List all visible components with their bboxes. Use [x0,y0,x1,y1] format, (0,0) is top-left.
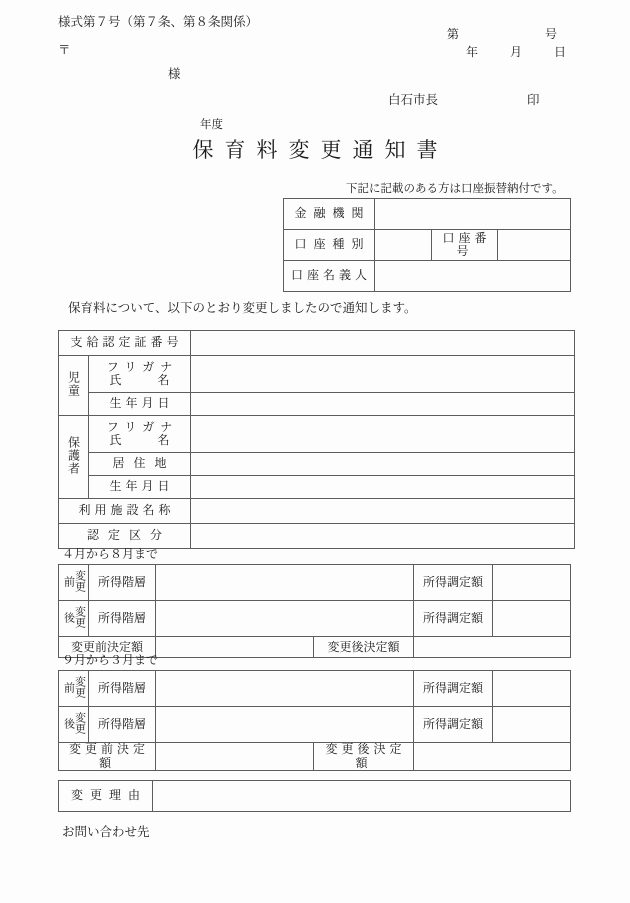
assessment-value-after[interactable] [493,601,571,637]
income-bracket-label-after: 所得階層 [89,707,156,743]
child-name-label: フリガナ 氏 名 [89,356,191,393]
income-bracket-value-after[interactable] [156,707,414,743]
fee-change-table-first [58,564,571,658]
table-row [59,707,571,743]
assessment-label-before: 所得調定額 [414,565,493,601]
addressee-honorific: 様 [168,67,181,81]
assessment-label-before: 所得調定額 [414,671,493,707]
table-row [59,781,571,812]
guardian-name-label: フリガナ 氏 名 [89,416,191,453]
before-decision-amount-label: 変更前決定額 [59,743,156,770]
table-row [59,416,575,453]
assessment-label-after: 所得調定額 [414,707,493,743]
bank-institution-value[interactable] [375,199,571,230]
lead-sentence: 保育料について、以下のとおり変更しましたので通知します。 [68,301,417,315]
before-decision-amount-value[interactable] [156,743,314,770]
assessment-value-before[interactable] [493,671,571,707]
child-name-value[interactable] [191,356,575,393]
table-row [59,499,575,524]
certificate-number-value[interactable] [191,331,575,356]
facility-name-label: 利用施設名称 [59,499,191,524]
table-row [284,261,571,292]
table-row [284,230,571,261]
after-decision-amount-value[interactable] [414,743,571,770]
assessment-value-after[interactable] [493,707,571,743]
before-change-label: 変更前 [59,565,89,601]
change-reason-table [58,780,571,812]
table-row [59,743,571,770]
guardian-residence-value[interactable] [191,453,575,476]
income-bracket-label-after: 所得階層 [89,601,156,637]
period-label-first: ４月から８月まで [62,547,159,561]
bank-institution-label: 金融機関 [284,199,375,230]
income-bracket-label-before: 所得階層 [89,565,156,601]
bank-transfer-note: 下記に記載のある方は口座振替納付です。 [346,183,564,195]
fee-change-table-second [58,670,571,771]
child-group-label: 児童 [59,356,89,416]
table-row [59,393,575,416]
certification-category-label: 認定区分 [59,524,191,549]
account-type-value[interactable] [375,230,432,261]
table-row [59,671,571,707]
account-number-label: 口座番号 [432,230,498,261]
table-row [59,476,575,499]
income-bracket-label-before: 所得階層 [89,671,156,707]
table-row [59,356,575,393]
document-number-suffix: 号 [545,27,558,41]
account-holder-value[interactable] [375,261,571,292]
after-decision-amount-label: 変更後決定額 [314,743,414,770]
table-row [59,331,575,356]
before-decision-amount-label: 変更前決定額 [59,637,156,658]
after-decision-amount-label: 変更後決定額 [314,637,414,658]
contact-label: お問い合わせ先 [62,825,150,839]
table-row [59,524,575,549]
table-row [59,453,575,476]
account-holder-label: 口座名義人 [284,261,375,292]
account-type-label: 口座種別 [284,230,375,261]
seal-mark: 印 [527,93,540,107]
form-number: 様式第７号（第７条、第８条関係） [58,15,259,29]
before-decision-amount-value[interactable] [156,637,314,658]
applicant-info-table [58,330,575,549]
postal-code-mark: 〒 [58,43,71,57]
facility-name-value[interactable] [191,499,575,524]
guardian-residence-label: 居住地 [89,453,191,476]
child-birthdate-label: 生年月日 [89,393,191,416]
income-bracket-value-before[interactable] [156,671,414,707]
issuer-name: 白石市長 [388,93,439,107]
after-change-label: 変更後 [59,707,89,743]
after-change-label: 変更後 [59,601,89,637]
page-title: 保育料変更通知書 [192,138,449,162]
assessment-label-after: 所得調定額 [414,601,493,637]
after-decision-amount-value[interactable] [414,637,571,658]
income-bracket-value-after[interactable] [156,601,414,637]
change-reason-value[interactable] [153,781,571,812]
child-birthdate-value[interactable] [191,393,575,416]
guardian-group-label: 保護者 [59,416,89,499]
period-label-second: ９月から３月まで [62,653,159,667]
before-change-label: 変更前 [59,671,89,707]
change-reason-label: 変更理由 [59,781,153,812]
guardian-birthdate-label: 生年月日 [89,476,191,499]
table-row [59,601,571,637]
account-number-value[interactable] [498,230,571,261]
guardian-birthdate-value[interactable] [191,476,575,499]
document-date: 年 月 日 [466,45,577,59]
certificate-number-label: 支給認定証番号 [59,331,191,356]
certification-category-value[interactable] [191,524,575,549]
table-row [59,565,571,601]
bank-account-table [283,198,571,292]
fiscal-year-label: 年度 [200,119,223,131]
document-number-prefix: 第 [447,27,460,41]
guardian-name-value[interactable] [191,416,575,453]
table-row [284,199,571,230]
income-bracket-value-before[interactable] [156,565,414,601]
assessment-value-before[interactable] [493,565,571,601]
